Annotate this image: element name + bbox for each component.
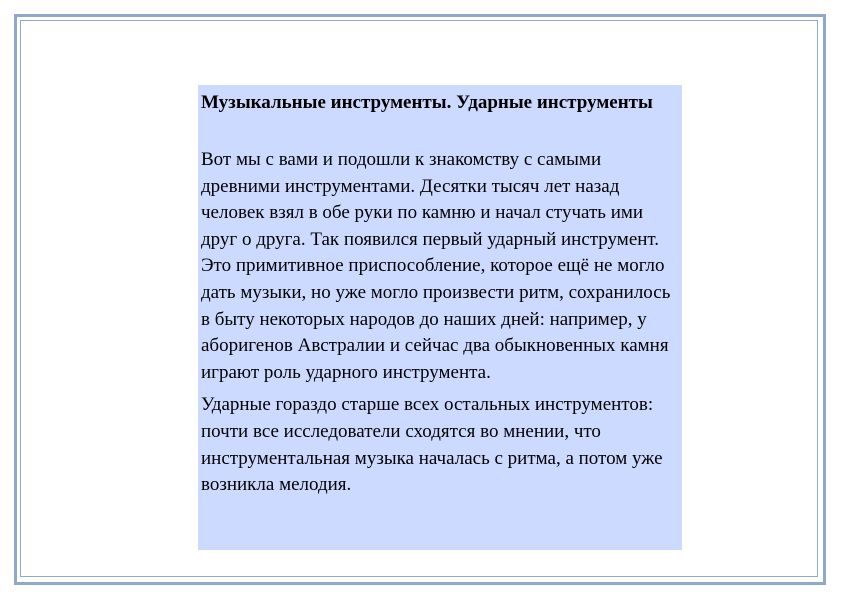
- paragraph-1: Вот мы с вами и подошли к знакомству с самыми древними инструментами. Десятки тысяч лет назад человек взял в обе руки по камню и начал стучать ими друг о друга. Так появился первый ударный инструмент. Это примитивное приспособление, которое ещё не могло дать музыки, но уже могло произвести ритм, сохранилось в быту некоторых народов до наших дней: например, у аборигенов Австралии и сейчас два обыкновенных камня играют роль ударного инструмента.: [201, 149, 671, 383]
- paragraph-2: Ударные гораздо старше всех остальных инструментов: почти все исследователи сходятся во мнении, что инструментальная музыка началась с ритма, а потом уже возникла мелодия.: [201, 394, 663, 496]
- document-title: Музыкальные инструменты. Ударные инструменты: [201, 92, 653, 113]
- text-box: [198, 85, 682, 550]
